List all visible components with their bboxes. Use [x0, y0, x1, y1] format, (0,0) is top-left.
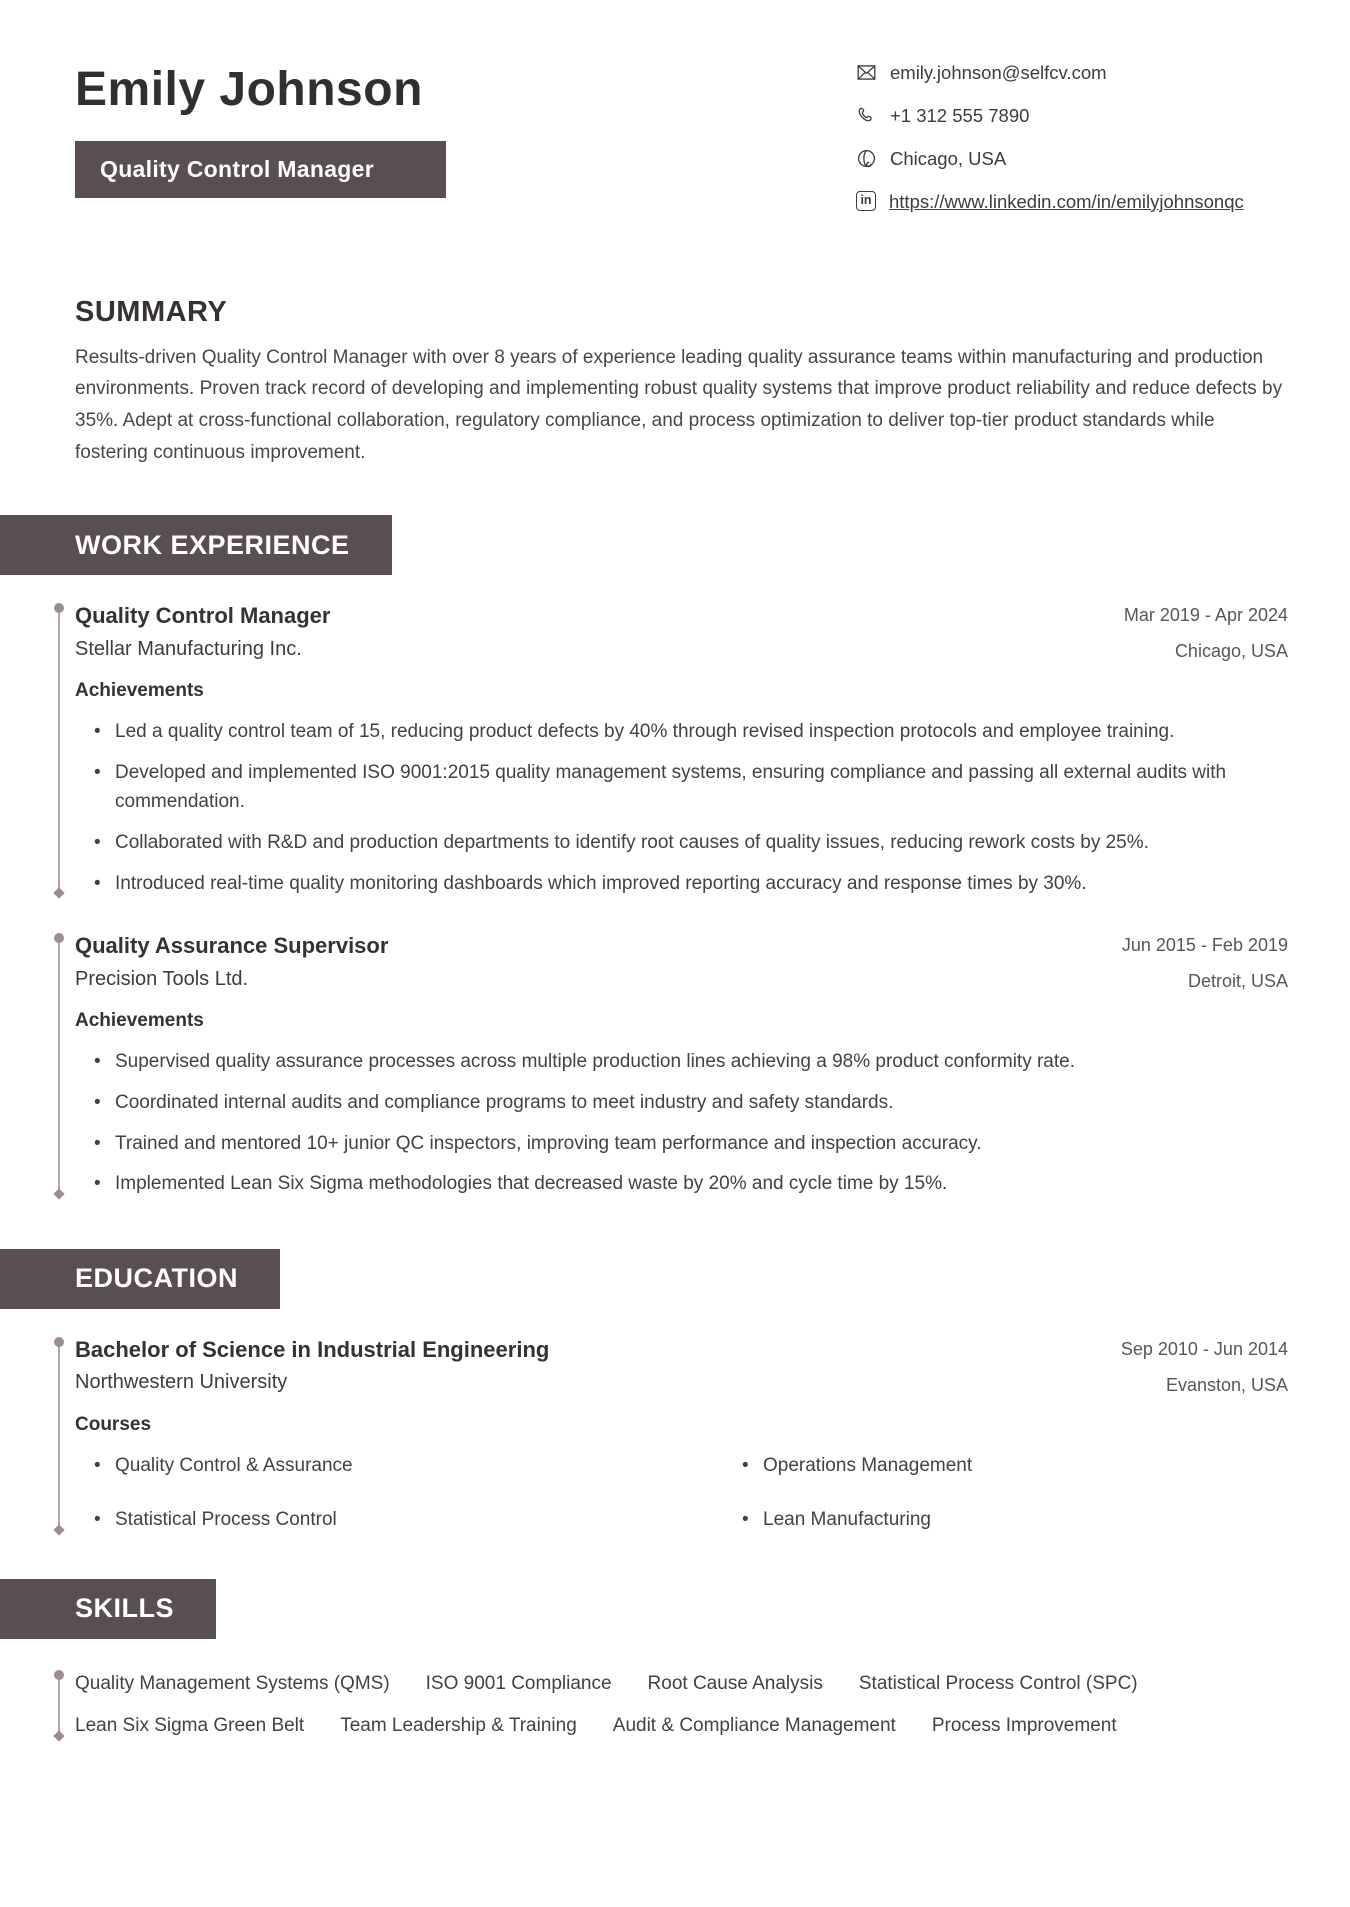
- education-meta: [1121, 1336, 1288, 1396]
- contact-location-text: +1 312 555 7890: [890, 104, 1030, 126]
- courses-label: Courses: [75, 1413, 152, 1435]
- skill-item: Audit & Compliance Management: [612, 1715, 896, 1737]
- contact-email: emily.johnson@selfcv.com: [890, 62, 1107, 83]
- skill-item: Team Leadership & Training: [340, 1715, 577, 1737]
- job-title: Quality Control Manager: [75, 603, 331, 629]
- timeline-rail: [58, 611, 60, 894]
- achievements-label: Achievements: [75, 1010, 204, 1032]
- work-experience-banner: WORK EXPERIENCE: [0, 515, 392, 575]
- summary-heading: SUMMARY: [75, 295, 228, 328]
- contact-location: Chicago, USA: [890, 147, 1007, 169]
- job-title-block: [75, 602, 330, 661]
- contact-block: [856, 58, 1288, 232]
- job-company: Precision Tools Ltd.: [75, 967, 249, 990]
- skill-item: Lean Six Sigma Green Belt: [75, 1715, 305, 1737]
- education-banner: EDUCATION: [0, 1249, 280, 1309]
- skills-block: [75, 1669, 1288, 1741]
- job-dates: Jun 2015 - Feb 2019: [1121, 935, 1288, 956]
- phone-icon: [856, 105, 877, 126]
- contact-email-row: [856, 60, 1288, 86]
- courses-list: [75, 1452, 1288, 1535]
- job-location: Detroit, USA: [1187, 971, 1288, 992]
- job-meta: [1122, 932, 1288, 992]
- job-meta: [1124, 602, 1288, 662]
- skill-item: ISO 9001 Compliance: [425, 1672, 612, 1694]
- job-title: Quality Assurance Supervisor: [75, 933, 389, 959]
- school-name: Northwestern University: [75, 1371, 288, 1394]
- achievement-item: • Trained and mentored 10+ junior QC inspectors, improving team performance and inspection accuracy.: [115, 1129, 1288, 1159]
- header: [75, 58, 1288, 232]
- course-item: • Lean Manufacturing: [763, 1506, 1288, 1535]
- contact-location-row: [856, 146, 1288, 172]
- education-section: [75, 1249, 1288, 1535]
- job-title-block: [75, 932, 388, 991]
- skill-item: Quality Management Systems (QMS): [75, 1672, 390, 1694]
- degree-title: Bachelor of Science in Industrial Engineering: [75, 1336, 550, 1362]
- achievement-item: • Led a quality control team of 15, reducing product defects by 40% through revised inspection protocols and employee training.: [115, 717, 1288, 747]
- linkedin-icon: in: [856, 191, 876, 211]
- location-globe-icon: [856, 148, 877, 169]
- education-location: Evanston, USA: [1165, 1374, 1288, 1395]
- skills-section: [75, 1579, 1288, 1741]
- job-entry-2: [75, 932, 1288, 1199]
- email-icon: [856, 62, 877, 83]
- summary-section: [75, 296, 1288, 470]
- identity-block: [75, 58, 446, 198]
- skill-item: Root Cause Analysis: [647, 1672, 823, 1694]
- achievements-list: [75, 717, 1288, 898]
- education-dates: Sep 2010 - Jun 2014: [1120, 1338, 1288, 1359]
- course-item: • Quality Control & Assurance: [115, 1452, 763, 1481]
- achievement-item: • Implemented Lean Six Sigma methodologies that decreased waste by 20% and cycle time by 15%.: [115, 1169, 1288, 1199]
- skill-item: Statistical Process Control (SPC): [858, 1672, 1138, 1694]
- job-location: Chicago, USA: [1174, 641, 1288, 662]
- course-item: • Statistical Process Control: [115, 1506, 763, 1535]
- education-entry: [75, 1336, 1288, 1535]
- job-title-badge: Quality Control Manager: [75, 141, 446, 198]
- achievement-item: • Collaborated with R&D and production departments to identify root causes of quality issues, reducing rework costs by 25%.: [115, 828, 1288, 858]
- contact-linkedin-row: [856, 189, 1288, 215]
- skills-banner: SKILLS: [0, 1579, 216, 1639]
- person-name: Emily Johnson: [75, 63, 423, 116]
- course-item: • Operations Management: [763, 1452, 1288, 1481]
- achievements-label: Achievements: [75, 680, 204, 702]
- job-dates: Mar 2019 - Apr 2024: [1123, 605, 1288, 626]
- timeline-rail: [58, 1345, 60, 1531]
- work-experience-section: [75, 515, 1288, 1199]
- skill-item: Process Improvement: [931, 1715, 1117, 1737]
- achievement-item: • Coordinated internal audits and compliance programs to meet industry and safety standards.: [115, 1088, 1288, 1118]
- timeline-rail: [58, 941, 60, 1195]
- linkedin-link[interactable]: https://www.linkedin.com/in/emilyjohnsonqc: [889, 190, 1244, 212]
- achievement-item: • Supervised quality assurance processes across multiple production lines achieving a 98% product conformity rate.: [115, 1047, 1288, 1077]
- contact-phone-row: [856, 103, 1288, 129]
- degree-block: [75, 1336, 549, 1395]
- skills-list: [75, 1669, 1288, 1741]
- achievement-item: • Introduced real-time quality monitoring dashboards which improved reporting accuracy and response times by 30%.: [115, 869, 1288, 899]
- achievement-item: • Developed and implemented ISO 9001:2015 quality management systems, ensuring compliance and passing all external audits with commendation.: [115, 758, 1288, 817]
- job-entry-1: [75, 602, 1288, 898]
- achievements-list: [75, 1047, 1288, 1199]
- summary-text: Results-driven Quality Control Manager with over 8 years of experience leading quality assurance teams within manufacturing and production environments. Proven track record of developing and implementing robust quality systems that improve product reliability and reduce defects by 35%. Adept at cross-functional collaboration, regulatory compliance, and process optimization to deliver top-tier product standards while fostering continuous improvement.: [75, 346, 1283, 464]
- job-company: Stellar Manufacturing Inc.: [75, 637, 302, 660]
- timeline-rail: [58, 1678, 60, 1737]
